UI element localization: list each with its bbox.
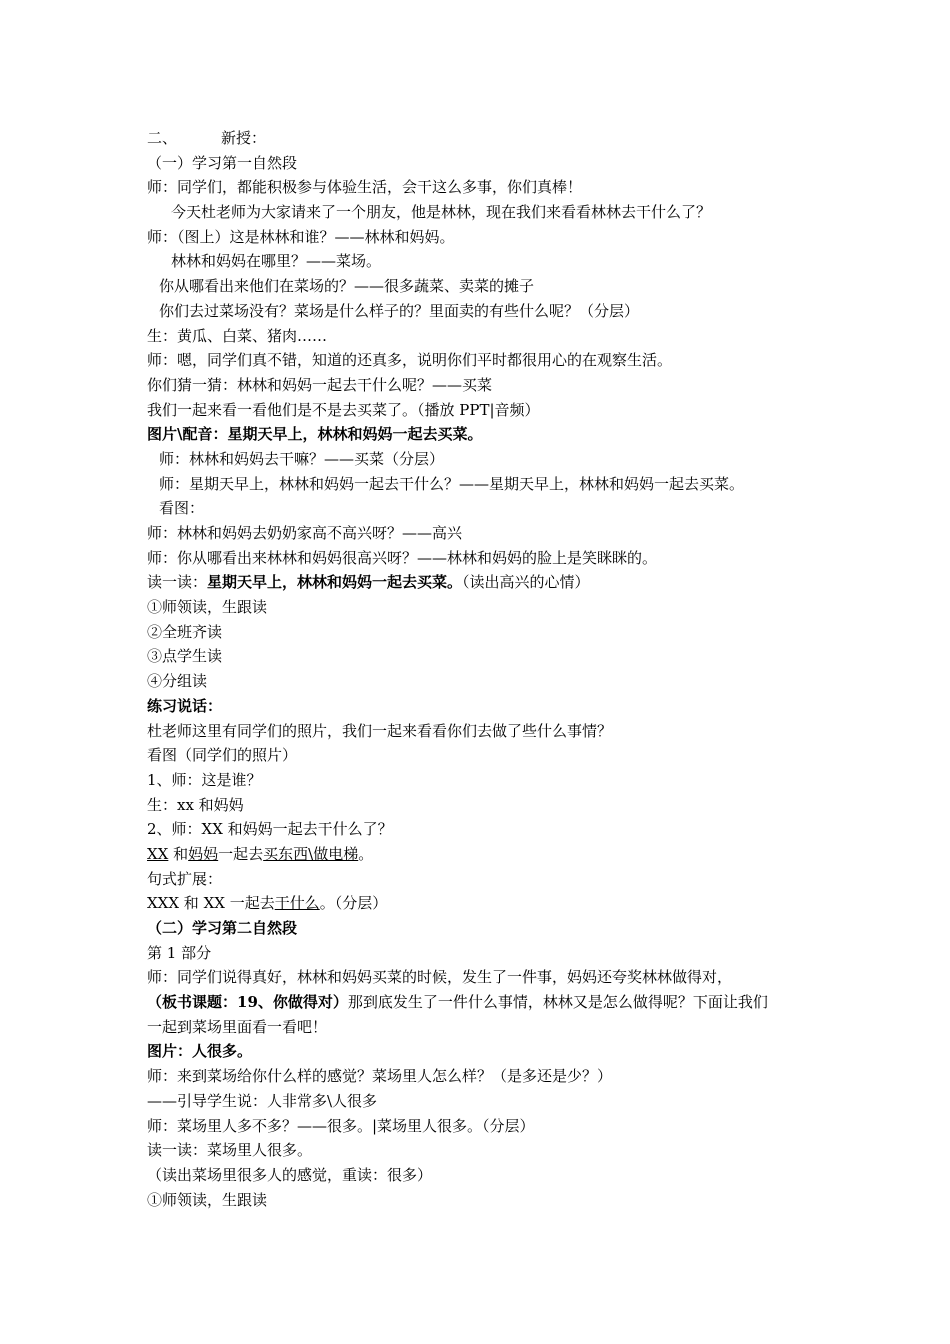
list-item: ①师领读，生跟读 (147, 1190, 268, 1209)
text-line: 我们一起来看一看他们是不是去买菜了。（播放 PPT|音频） (147, 400, 540, 419)
text-line: 师：菜场里人多不多？——很多。|菜场里人很多。（分层） (147, 1116, 535, 1135)
text-line: 读一读：星期天早上，林林和妈妈一起去买菜。（读出高兴的心情） (147, 573, 590, 592)
text-line: 你从哪看出来他们在菜场的？——很多蔬菜、卖菜的摊子 (159, 277, 535, 296)
bold-heading: 练习说话： (147, 696, 223, 715)
text-line: 第 1 部分 (147, 943, 212, 962)
list-item: ①师领读，生跟读 (147, 598, 268, 617)
lesson-plan-text (147, 126, 827, 1212)
text-line: 生：xx 和妈妈 (147, 795, 244, 814)
list-item: ③点学生读 (147, 647, 223, 666)
text-line: 一起到菜场里面看一看吧！ (147, 1017, 328, 1036)
text-line: 师：你从哪看出来林林和妈妈很高兴呀？——林林和妈妈的脸上是笑眯眯的。 (147, 548, 658, 567)
text-line: 看图： (159, 499, 205, 518)
list-item: ②全班齐读 (147, 622, 223, 641)
text-line: 你们猜一猜：林林和妈妈一起去干什么呢？——买菜 (147, 375, 493, 394)
text-line: 师：来到菜场给你什么样的感觉？菜场里人怎么样？（是多还是少？） (147, 1067, 613, 1086)
subsection-heading: （二）学习第二自然段 (147, 919, 298, 937)
text-line: 看图（同学们的照片） (147, 746, 298, 765)
text-line: 师：星期天早上，林林和妈妈一起去干什么？——星期天早上，林林和妈妈一起去买菜。 (159, 474, 745, 493)
list-item: ④分组读 (147, 672, 208, 691)
text-line: 师：林林和妈妈去干嘛？——买菜（分层） (159, 449, 445, 468)
text-line: XX 和妈妈一起去买东西\做电梯。 (147, 844, 374, 863)
bold-line: 图片\配音：星期天早上，林林和妈妈一起去买菜。 (147, 425, 483, 444)
text-line: （板书课题：19、你做得对）那到底发生了一件什么事情，林林又是怎么做得呢？下面让我们 (147, 993, 768, 1012)
text-line: 师：嗯，同学们真不错，知道的还真多，说明你们平时都很用心的在观察生活。 (147, 351, 673, 370)
text-line: 师：（图上）这是林林和谁？——林林和妈妈。 (147, 227, 455, 246)
text-line: （读出菜场里很多人的感觉，重读：很多） (147, 1165, 433, 1184)
text-line: 师：同学们，都能积极参与体验生活，会干这么多事，你们真棒！ (147, 178, 583, 197)
text-line: 今天杜老师为大家请来了一个朋友，他是林林，现在我们来看看林林去干什么了？ (171, 203, 712, 222)
text-line: 你们去过菜场没有？菜场是什么样子的？里面卖的有些什么呢？（分层） (159, 301, 640, 320)
text-line: 2、师：XX 和妈妈一起去干什么了？ (147, 820, 393, 839)
text-line: 师：同学们说得真好，林林和妈妈买菜的时候，发生了一件事，妈妈还夸奖林林做得对， (147, 968, 733, 987)
section-heading: 二、 新授： (147, 129, 267, 147)
text-line: XXX 和 XX 一起去干什么。（分层） (147, 894, 388, 913)
text-line: 句式扩展： (147, 869, 223, 888)
text-line: 生：黄瓜、白菜、猪肉…… (147, 326, 328, 345)
text-line: 1、师：这是谁？ (147, 770, 262, 789)
text-line: 林林和妈妈在哪里？——菜场。 (171, 252, 382, 271)
text-line: 杜老师这里有同学们的照片，我们一起来看看你们去做了些什么事情？ (147, 721, 613, 740)
text-line: ——引导学生说：人非常多\人很多 (147, 1091, 378, 1110)
text-line: 读一读：菜场里人很多。 (147, 1141, 313, 1160)
text-line: 师：林林和妈妈去奶奶家高不高兴呀？——高兴 (147, 524, 463, 542)
bold-line: 图片：人很多。 (147, 1042, 253, 1061)
subsection-heading: （一）学习第一自然段 (147, 153, 298, 172)
